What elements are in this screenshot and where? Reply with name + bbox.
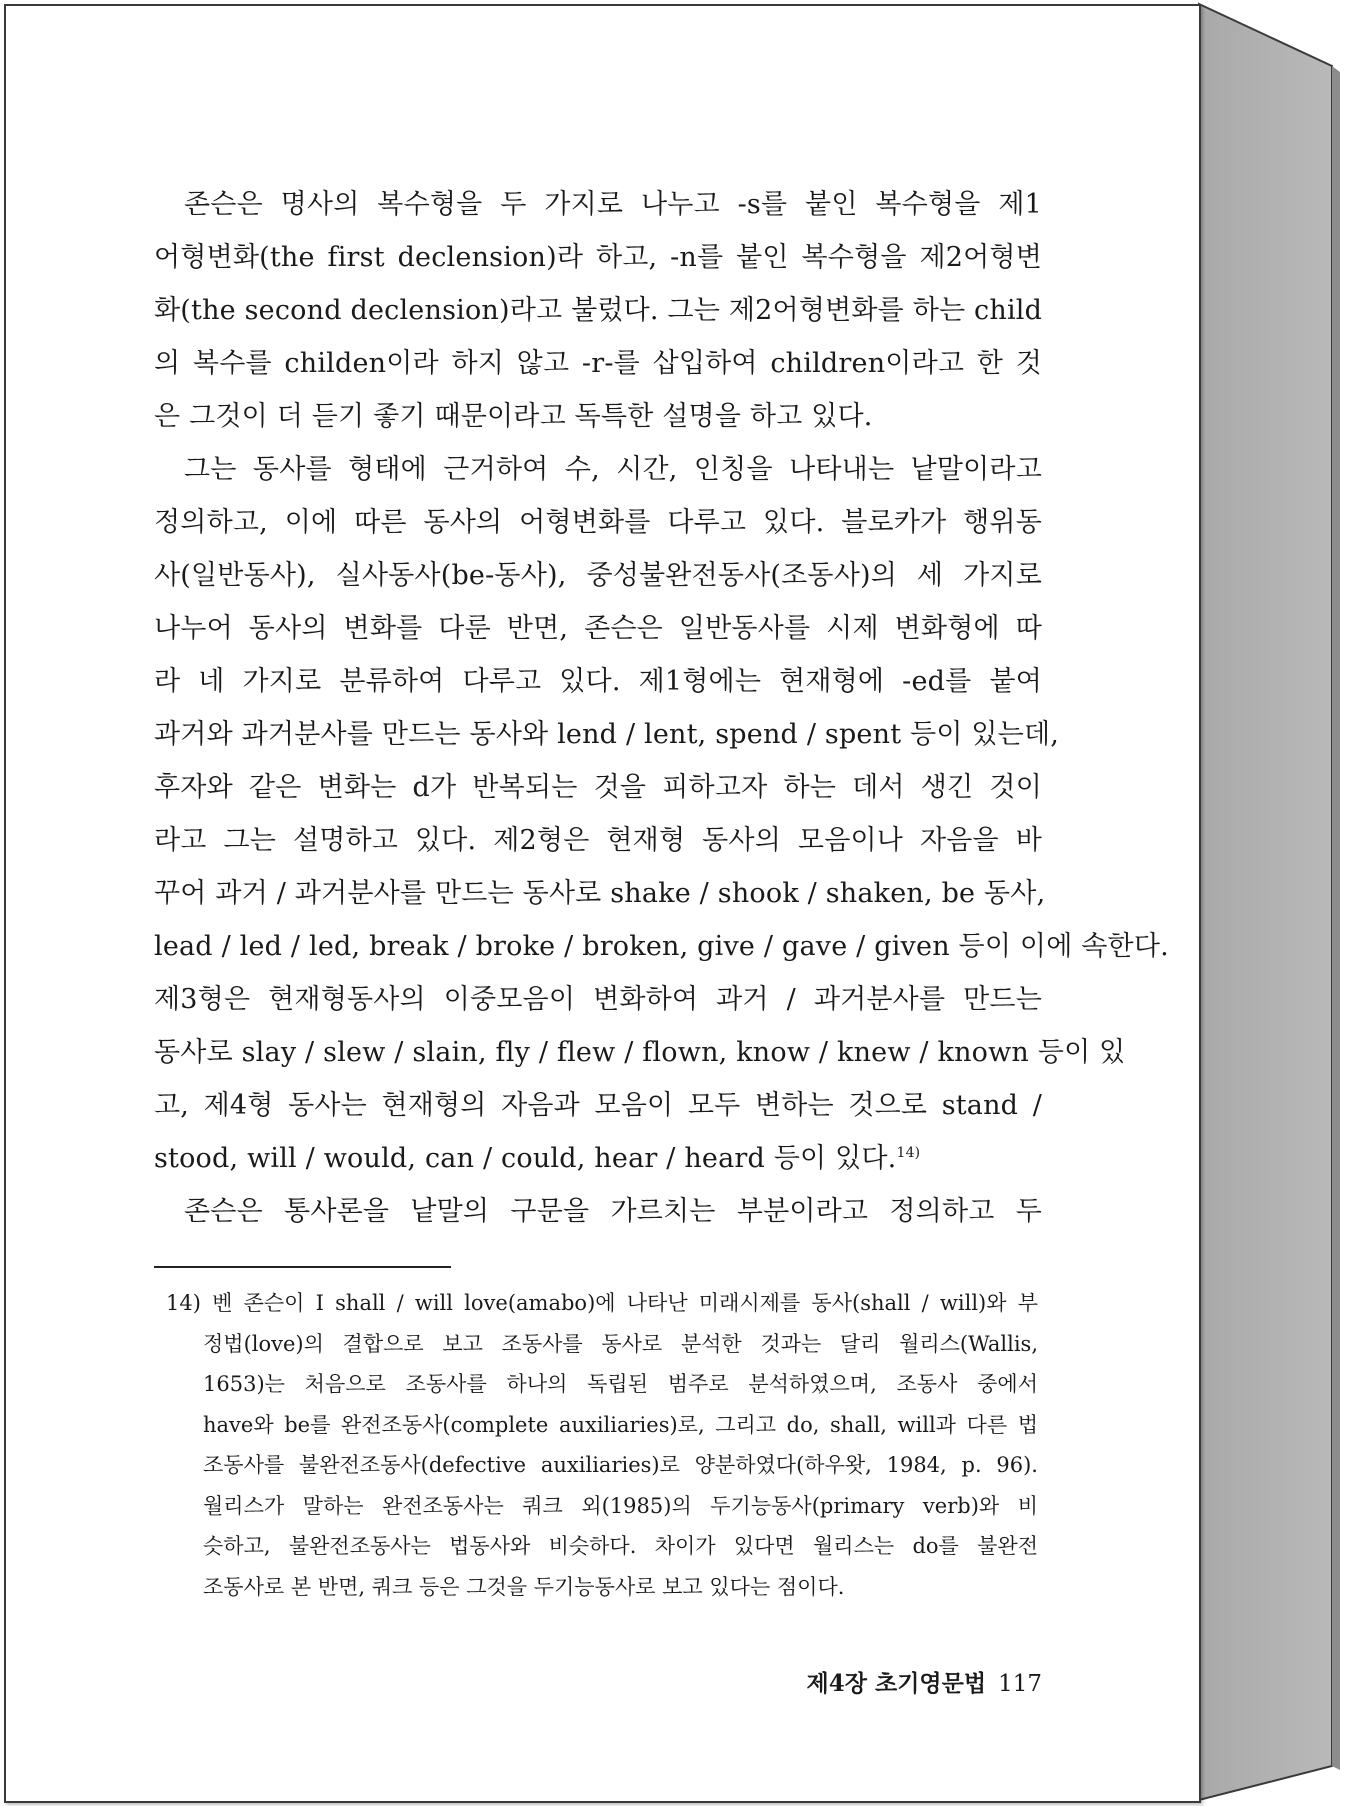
text-line: stood, will / would, can / could, hear / heard 등이 있다. xyxy=(154,1143,897,1174)
text-line: 의 복수를 childen이라 하지 않고 -r-를 삽입하여 children이라고 한 것 xyxy=(154,348,1042,379)
text-line: 고, 제4형 동사는 현재형의 자음과 모음이 모두 변하는 것으로 stand / xyxy=(154,1090,1042,1121)
footnote-line: 조동사로 본 반면, 쿼크 등은 그것을 두기능동사로 보고 있다는 점이다. xyxy=(203,1574,845,1599)
footnote-reference[interactable]: 14) xyxy=(896,1145,921,1161)
text-line-with-footnote-ref xyxy=(154,1132,1042,1185)
text-line: 제3형은 현재형동사의 이중모음이 변화하여 과거 / 과거분사를 만드는 xyxy=(154,984,1042,1015)
footnote-line: 조동사를 불완전조동사(defective auxiliaries)로 양분하였다(하우왓, 1984, p. 96). xyxy=(203,1453,1038,1477)
text-line: 정의하고, 이에 따른 동사의 어형변화를 다루고 있다. 블로카가 행위동 xyxy=(154,507,1042,538)
text-line: 은 그것이 더 듣기 좋기 때문이라고 독특한 설명을 하고 있다. xyxy=(154,401,873,432)
text-line: 꾸어 과거 / 과거분사를 만드는 동사로 shake / shook / shaken, be 동사, xyxy=(154,878,1046,909)
text-line: 나누어 동사의 변화를 다룬 반면, 존슨은 일반동사를 시제 변화형에 따 xyxy=(154,613,1042,644)
text-line: 후자와 같은 변화는 d가 반복되는 것을 피하고자 하는 데서 생긴 것이 xyxy=(154,772,1042,803)
text-line: 어형변화(the first declension)라 하고, -n를 붙인 복수형을 제2어형변 xyxy=(154,242,1042,273)
footnote-line: 1653)는 처음으로 조동사를 하나의 독립된 범주로 분석하였으며, 조동사 중에서 xyxy=(203,1372,1038,1396)
text-line: 화(the second declension)라고 불렀다. 그는 제2어형변화를 하는 child xyxy=(154,295,1043,326)
text-line: 그는 동사를 형태에 근거하여 수, 시간, 인칭을 나타내는 낱말이라고 xyxy=(184,454,1042,485)
text-line: 사(일반동사), 실사동사(be-동사), 중성불완전동사(조동사)의 세 가지로 xyxy=(154,560,1042,591)
footnote-line: 월리스가 말하는 완전조동사는 쿼크 외(1985)의 두기능동사(primary verb)와 비 xyxy=(203,1493,1038,1518)
footnote-line: have와 be를 완전조동사(complete auxiliaries)로, 그리고 do, shall, will과 다른 법 xyxy=(203,1412,1038,1437)
text-line: 동사로 slay / slew / slain, fly / flew / flown, know / knew / known 등이 있 xyxy=(154,1037,1126,1068)
footnote-line: 14) 벤 존슨이 I shall / will love(amabo)에 나타난 미래시제를 동사(shall / will)와 부 xyxy=(166,1291,1038,1315)
text-line: 라고 그는 설명하고 있다. 제2형은 현재형 동사의 모음이나 자음을 바 xyxy=(154,825,1042,856)
running-footer xyxy=(760,1665,1042,1698)
footnote xyxy=(166,1283,1038,1607)
footnote-line: 정법(love)의 결합으로 보고 조동사를 동사로 분석한 것과는 달리 월리스(Wallis, xyxy=(203,1331,1038,1356)
text-line: 존슨은 통사론을 낱말의 구문을 가르치는 부분이라고 정의하고 두 xyxy=(184,1196,1042,1227)
footnote-divider xyxy=(154,1266,451,1268)
text-line: 존슨은 명사의 복수형을 두 가지로 나누고 -s를 붙인 복수형을 제1 xyxy=(184,189,1042,220)
page-number: 117 xyxy=(998,1671,1042,1697)
text-line: 라 네 가지로 분류하여 다루고 있다. 제1형에는 현재형에 -ed를 붙여 xyxy=(154,666,1042,697)
main-text xyxy=(154,178,1169,1238)
text-line: lead / led / led, break / broke / broken, give / gave / given 등이 이에 속한다. xyxy=(154,931,1169,962)
chapter-title: 제4장 초기영문법 xyxy=(806,1670,987,1697)
text-line: 과거와 과거분사를 만드는 동사와 lend / lent, spend / spent 등이 있는데, xyxy=(154,719,1060,750)
footnote-line: 슷하고, 불완전조동사는 법동사와 비슷하다. 차이가 있다면 월리스는 do를 불완전 xyxy=(203,1534,1038,1558)
